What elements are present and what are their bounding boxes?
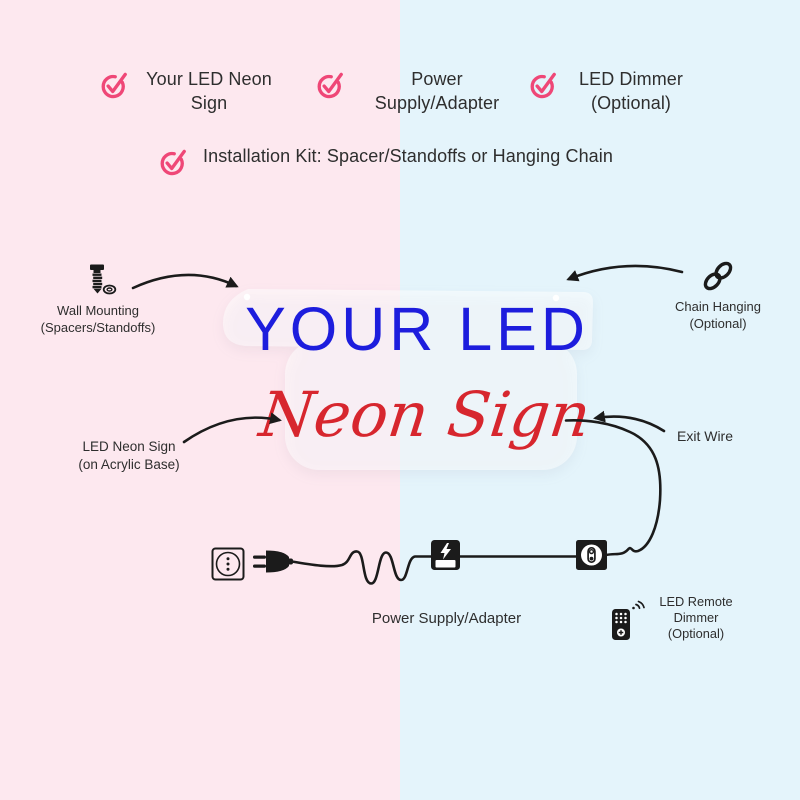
checklist-label: Installation Kit: Spacer/Standoffs or Hanging Chain xyxy=(202,146,613,166)
power-adapter-icon xyxy=(430,538,462,572)
checklist-label: Power Supply/Adapter xyxy=(374,69,500,113)
sign-text-red-script: Neon Sign xyxy=(255,378,595,451)
exit-wire xyxy=(566,420,660,555)
screw-and-standoff-icon xyxy=(76,262,120,304)
chain-link-icon xyxy=(698,256,738,296)
power-supply-label: Power Supply/Adapter xyxy=(371,610,522,627)
checklist-label: Your LED Neon Sign xyxy=(146,69,272,113)
remote-dimmer-label: LED Remote Dimmer (Optional) xyxy=(659,594,733,641)
chain-hanging-label: Chain Hanging (Optional) xyxy=(674,299,761,331)
inline-dimmer-icon xyxy=(575,538,609,572)
led-neon-sign-label: LED Neon Sign (on Acrylic Base) xyxy=(78,439,180,472)
checklist-label: LED Dimmer (Optional) xyxy=(578,69,683,113)
wall-mounting-label: Wall Mounting (Spacers/Standoffs) xyxy=(40,303,156,335)
sign-text-blue: YOUR LED xyxy=(245,295,589,363)
power-plug-icon xyxy=(253,551,293,573)
arrow-chain-hanging xyxy=(569,266,682,279)
power-cord xyxy=(292,551,432,583)
exit-wire-label: Exit Wire xyxy=(677,428,733,444)
wall-socket-icon xyxy=(210,546,246,582)
arrow-wall-mounting xyxy=(133,275,236,288)
